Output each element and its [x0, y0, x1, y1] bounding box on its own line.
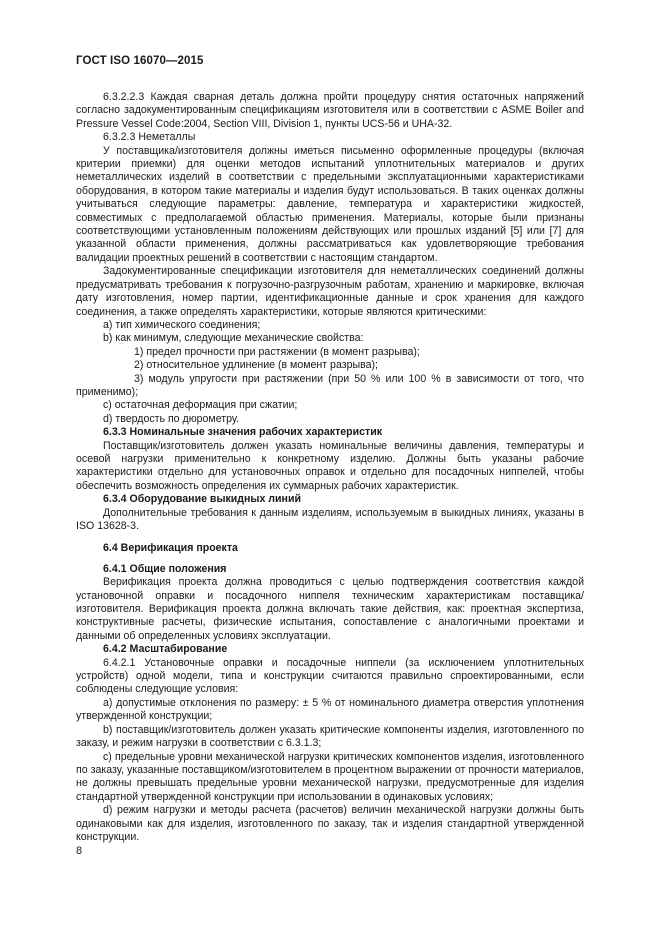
paragraph-6-3-3: Поставщик/изготовитель должен указать номинальные величины давления, температуры и осевой нагрузки применительно к конкретному изделию. Должны быть указаны рабочие характеристики отдельно для установочных оправок и отдельно для посадочных ниппелей, чтобы обеспечить возможность определения их суммарных рабочих характеристик.	[76, 439, 584, 492]
document-header: ГОСТ ISO 16070—2015	[76, 55, 204, 67]
paragraph-6-4-1: Верификация проекта должна проводиться с целью подтверждения соответствия каждой установочной оправки и посадочного ниппеля техническим характеристикам поставщика/изготовителя. Верификация проекта должна включать такие действия, как: проектная экспертиза, конструктивные расчеты, физические испытания, сопоставление с аналогичными проектами и данными об определенных условиях эксплуатации.	[76, 576, 584, 642]
heading-6-3-2-3: 6.3.2.3 Неметаллы	[103, 131, 196, 144]
condition-d: d) режим нагрузки и методы расчета (расчетов) величин механической нагрузки должны быть одинаковыми как для изделия, изготовленного по заказу, так и изделия стандартной утвержденной конструкции.	[76, 804, 584, 843]
clause-6-3-2-2-3: 6.3.2.2.3 Каждая сварная деталь должна пройти процедуру снятия остаточных напряжений согласно задокументированным спецификациям изготовителя или в соответствии с ASME Boiler and Pressure Vessel Code:2004, Section VIII, Division 1, пункты UCS-56 и UHA-32.	[76, 91, 584, 130]
heading-6-4-1: 6.4.1 Общие положения	[103, 562, 227, 575]
list-item-b3: 3) модуль упругости при растяжении (при 50 % или 100 % в зависимости от того, что применимо);	[76, 372, 584, 398]
heading-6-3-4: 6.3.4 Оборудование выкидных линий	[103, 493, 301, 506]
list-item-c: c) остаточная деформация при сжатии;	[103, 399, 298, 412]
list-item-b2: 2) относительное удлинение (в момент разрыва);	[134, 359, 378, 372]
document-body	[76, 91, 584, 844]
heading-6-3-3: 6.3.3 Номинальные значения рабочих характеристик	[103, 426, 383, 439]
list-item-b1: 1) предел прочности при растяжении (в момент разрыва);	[134, 345, 420, 358]
condition-a: а) допустимые отклонения по размеру: ± 5 % от номинального диаметра отверстия уплотнения утвержденной конструкции;	[76, 696, 584, 723]
list-item-d: d) твердость по дюрометру.	[103, 412, 240, 425]
heading-6-4-2: 6.4.2 Масштабирование	[103, 643, 228, 656]
list-item-a: а) тип химического соединения;	[103, 318, 261, 331]
page-number: 8	[76, 845, 83, 857]
list-item-b: b) как минимум, следующие механические свойства:	[103, 332, 364, 345]
condition-b: b) поставщик/изготовитель должен указать критические компоненты изделия, изготовленного по заказу, и режим нагрузки в соответствии с 6.3.1.3;	[76, 723, 584, 750]
condition-c: c) предельные уровни механической нагрузки критических компонентов изделия, изготовленного по заказу, указанные поставщиком/изготовителем в процентном выражении от прочности материалов, не должны превышать предельные уровни механической нагрузки, предусмотренные для изделия стандартной утвержденной конструкции при использовании в одинаковых условиях;	[76, 750, 584, 803]
paragraph-6-3-4: Дополнительные требования к данным изделиям, используемым в выкидных линиях, указаны в ISO 13628-3.	[76, 506, 584, 532]
paragraph-6-4-2-1: 6.4.2.1 Установочные оправки и посадочные ниппели (за исключением уплотнительных устройств) одной модели, типа и конструкции считаются правильно спроектированными, если соблюдены следующие условия:	[76, 656, 584, 696]
heading-6-4: 6.4 Верификация проекта	[103, 542, 238, 555]
paragraph-nonmetal-specifications: Задокументированные спецификации изготовителя для неметаллических соединений должны предусматривать требования к погрузочно-разгрузочным работам, хранению и маркировке, включая дату изготовления, номер партии, идентификационные данные и срок хранения для каждого соединения, а также определять характеристики, которые являются критическими:	[76, 265, 584, 318]
paragraph-nonmetal-procedures: У поставщика/изготовителя должны иметься письменно оформленные процедуры (включая критерии приемки) для оценки методов испытаний уплотнительных материалов и других неметаллических изделий в соответствии с предельными эксплуатационными характеристиками оборудования, в котором такие материалы и изделия будут использоваться. В таких оценках должны учитываться следующие параметры: давление, температура и характеристики жидкостей, совместимых с предполагаемой областью применения. Материалы, которые были признаны соответствующими установленным положениям действующих или прошлых изданий [5] или [7] для указанной области применения, должны рассматриваться как удовлетворяющие требования валидации проектных решений в соответствии с настоящим стандартом.	[76, 144, 584, 264]
